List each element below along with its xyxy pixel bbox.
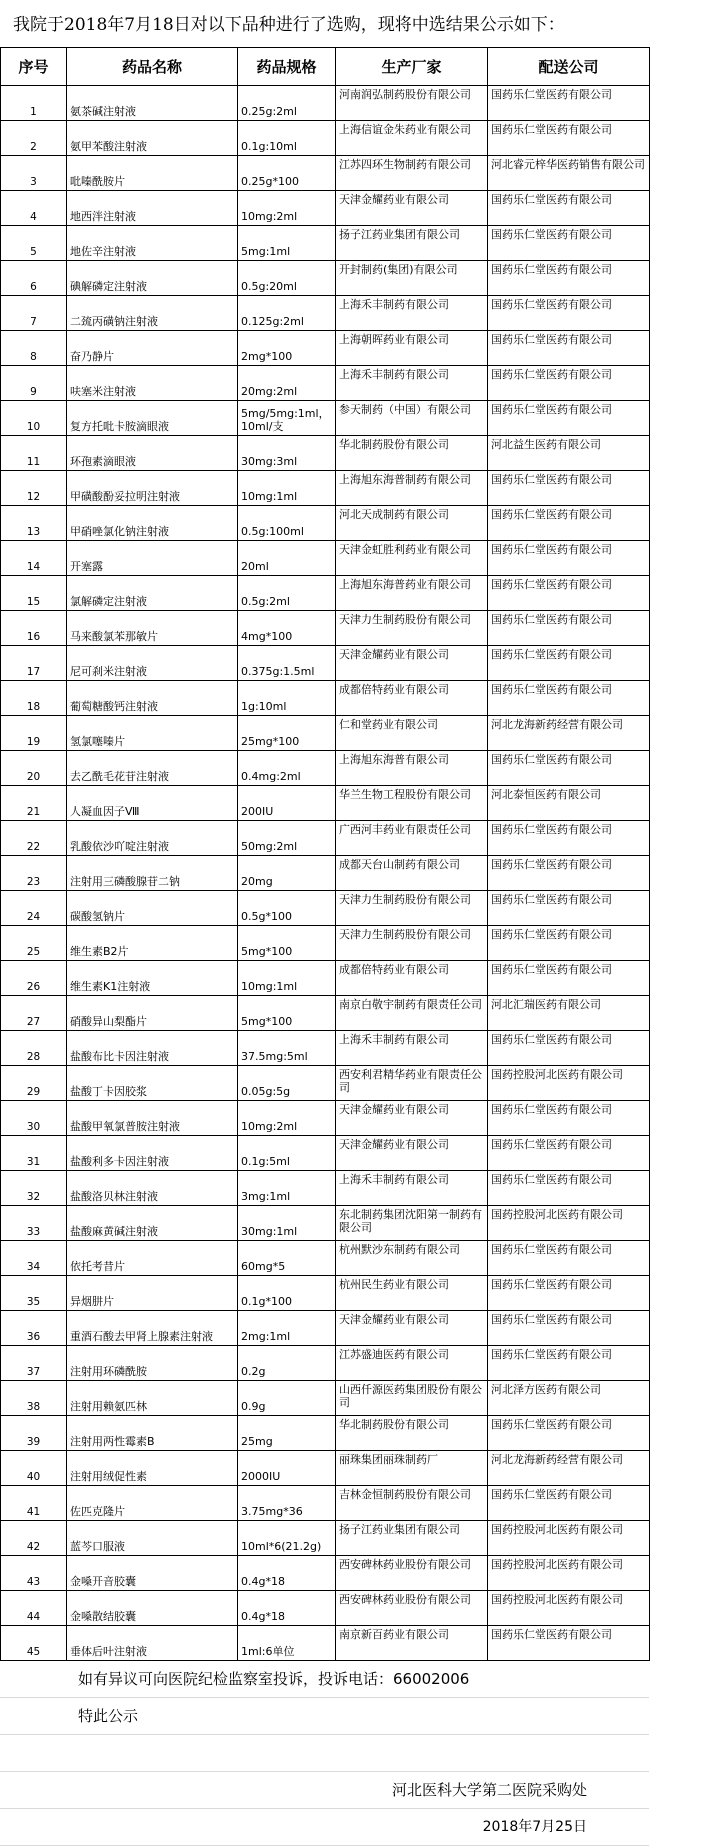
cell-drug-name: 地佐辛注射液 [67, 226, 238, 261]
cell-spec: 1g:10ml [238, 681, 336, 716]
cell-distributor: 河北泰恒医药有限公司 [488, 786, 650, 821]
cell-distributor: 国药乐仁堂医药有限公司 [488, 191, 650, 226]
table-row [1, 1136, 650, 1171]
cell-distributor: 国药乐仁堂医药有限公司 [488, 1626, 650, 1661]
table-row [1, 786, 650, 821]
cell-drug-name: 二巯丙磺钠注射液 [67, 296, 238, 331]
table-row [1, 436, 650, 471]
table-row [1, 1591, 650, 1626]
table-row [1, 1031, 650, 1066]
cell-manufacturer: 天津力生制药股份有限公司 [336, 611, 488, 646]
table-row [1, 996, 650, 1031]
cell-distributor: 国药乐仁堂医药有限公司 [488, 541, 650, 576]
cell-drug-name: 葡萄糖酸钙注射液 [67, 681, 238, 716]
cell-no: 19 [1, 716, 67, 751]
cell-distributor: 国药乐仁堂医药有限公司 [488, 1241, 650, 1276]
cell-no: 20 [1, 751, 67, 786]
blank-line [0, 1735, 649, 1772]
cell-distributor: 国药乐仁堂医药有限公司 [488, 961, 650, 996]
cell-no: 13 [1, 506, 67, 541]
cell-no: 14 [1, 541, 67, 576]
cell-manufacturer: 天津金虹胜利药业有限公司 [336, 541, 488, 576]
cell-distributor: 国药乐仁堂医药有限公司 [488, 891, 650, 926]
cell-manufacturer: 广西河丰药业有限责任公司 [336, 821, 488, 856]
cell-distributor: 国药控股河北医药有限公司 [488, 1591, 650, 1626]
cell-drug-name: 盐酸麻黄碱注射液 [67, 1206, 238, 1241]
cell-distributor: 国药乐仁堂医药有限公司 [488, 681, 650, 716]
cell-manufacturer: 扬子江药业集团有限公司 [336, 1521, 488, 1556]
cell-no: 45 [1, 1626, 67, 1661]
cell-distributor: 国药控股河北医药有限公司 [488, 1206, 650, 1241]
cell-no: 9 [1, 366, 67, 401]
table-row [1, 1101, 650, 1136]
cell-spec: 0.5g:2ml [238, 576, 336, 611]
cell-distributor: 国药乐仁堂医药有限公司 [488, 1101, 650, 1136]
cell-spec: 0.5g:100ml [238, 506, 336, 541]
cell-drug-name: 硝酸异山梨酯片 [67, 996, 238, 1031]
cell-drug-name: 盐酸甲氧氯普胺注射液 [67, 1101, 238, 1136]
announcement-title: 我院于2018年7月18日对以下品种进行了选购，现将中选结果公示如下： [13, 15, 565, 35]
cell-manufacturer: 丽珠集团丽珠制药厂 [336, 1451, 488, 1486]
cell-spec: 2mg*100 [238, 331, 336, 366]
complaint-line: 如有异议可向医院纪检监察室投诉，投诉电话：66002006 [0, 1661, 649, 1698]
cell-spec: 0.1g:5ml [238, 1136, 336, 1171]
cell-drug-name: 垂体后叶注射液 [67, 1626, 238, 1661]
cell-distributor: 国药乐仁堂医药有限公司 [488, 926, 650, 961]
cell-drug-name: 甲磺酸酚妥拉明注射液 [67, 471, 238, 506]
cell-drug-name: 呋塞米注射液 [67, 366, 238, 401]
cell-spec: 30mg:1ml [238, 1206, 336, 1241]
cell-spec: 0.05g:5g [238, 1066, 336, 1101]
cell-drug-name: 注射用环磷酰胺 [67, 1346, 238, 1381]
cell-spec: 3mg:1ml [238, 1171, 336, 1206]
cell-manufacturer: 南京白敬宇制药有限责任公司 [336, 996, 488, 1031]
cell-drug-name: 碳酸氢钠片 [67, 891, 238, 926]
table-row [1, 611, 650, 646]
table-row [1, 86, 650, 121]
cell-drug-name: 注射用三磷酸腺苷二钠 [67, 856, 238, 891]
column-header-distributor: 配送公司 [488, 48, 650, 86]
cell-drug-name: 盐酸利多卡因注射液 [67, 1136, 238, 1171]
cell-drug-name: 碘解磷定注射液 [67, 261, 238, 296]
cell-distributor: 河北益生医药有限公司 [488, 436, 650, 471]
cell-drug-name: 注射用赖氨匹林 [67, 1381, 238, 1416]
cell-spec: 25mg*100 [238, 716, 336, 751]
date-line: 2018年7月25日 [0, 1809, 649, 1846]
table-row [1, 646, 650, 681]
cell-manufacturer: 华北制药股份有限公司 [336, 1416, 488, 1451]
cell-spec: 0.4g*18 [238, 1591, 336, 1626]
table-body [1, 86, 650, 1661]
cell-manufacturer: 上海禾丰制药有限公司 [336, 1171, 488, 1206]
cell-spec: 10mg:2ml [238, 1101, 336, 1136]
cell-drug-name: 吡嗪酰胺片 [67, 156, 238, 191]
cell-manufacturer: 上海禾丰制药有限公司 [336, 296, 488, 331]
table-row [1, 366, 650, 401]
cell-no: 21 [1, 786, 67, 821]
cell-manufacturer: 吉林金恒制药股份有限公司 [336, 1486, 488, 1521]
cell-no: 6 [1, 261, 67, 296]
cell-spec: 0.4g*18 [238, 1556, 336, 1591]
cell-drug-name: 依托考昔片 [67, 1241, 238, 1276]
column-header-spec: 药品规格 [238, 48, 336, 86]
cell-no: 29 [1, 1066, 67, 1101]
cell-spec: 10mg:2ml [238, 191, 336, 226]
cell-distributor: 国药控股河北医药有限公司 [488, 1066, 650, 1101]
cell-distributor: 国药乐仁堂医药有限公司 [488, 506, 650, 541]
table-row [1, 1626, 650, 1661]
cell-manufacturer: 西安碑林药业股份有限公司 [336, 1591, 488, 1626]
column-header-no: 序号 [1, 48, 67, 86]
cell-distributor: 国药乐仁堂医药有限公司 [488, 1346, 650, 1381]
cell-manufacturer: 上海朝晖药业有限公司 [336, 331, 488, 366]
cell-no: 44 [1, 1591, 67, 1626]
cell-distributor: 国药乐仁堂医药有限公司 [488, 401, 650, 436]
cell-no: 5 [1, 226, 67, 261]
cell-distributor: 国药控股河北医药有限公司 [488, 1556, 650, 1591]
cell-drug-name: 佐匹克隆片 [67, 1486, 238, 1521]
cell-distributor: 国药乐仁堂医药有限公司 [488, 1311, 650, 1346]
cell-distributor: 国药控股河北医药有限公司 [488, 1521, 650, 1556]
table-row [1, 401, 650, 436]
cell-drug-name: 地西泮注射液 [67, 191, 238, 226]
table-row [1, 1171, 650, 1206]
cell-spec: 10mg:1ml [238, 961, 336, 996]
cell-manufacturer: 上海禾丰制药有限公司 [336, 366, 488, 401]
cell-no: 33 [1, 1206, 67, 1241]
procurement-results-table [0, 47, 650, 1661]
cell-no: 38 [1, 1381, 67, 1416]
cell-spec: 5mg:1ml [238, 226, 336, 261]
cell-no: 31 [1, 1136, 67, 1171]
cell-spec: 5mg*100 [238, 926, 336, 961]
cell-drug-name: 重酒石酸去甲肾上腺素注射液 [67, 1311, 238, 1346]
cell-spec: 3.75mg*36 [238, 1486, 336, 1521]
cell-spec: 20mg [238, 856, 336, 891]
column-header-manufacturer: 生产厂家 [336, 48, 488, 86]
cell-drug-name: 环孢素滴眼液 [67, 436, 238, 471]
cell-manufacturer: 仁和堂药业有限公司 [336, 716, 488, 751]
table-row [1, 156, 650, 191]
cell-no: 24 [1, 891, 67, 926]
cell-drug-name: 开塞露 [67, 541, 238, 576]
cell-no: 4 [1, 191, 67, 226]
cell-drug-name: 甲硝唑氯化钠注射液 [67, 506, 238, 541]
cell-no: 10 [1, 401, 67, 436]
cell-drug-name: 盐酸丁卡因胶浆 [67, 1066, 238, 1101]
cell-manufacturer: 成都倍特药业有限公司 [336, 961, 488, 996]
cell-spec: 200IU [238, 786, 336, 821]
cell-distributor: 国药乐仁堂医药有限公司 [488, 856, 650, 891]
cell-distributor: 国药乐仁堂医药有限公司 [488, 646, 650, 681]
table-row [1, 576, 650, 611]
cell-manufacturer: 天津金耀药业有限公司 [336, 1311, 488, 1346]
cell-drug-name: 氨甲苯酸注射液 [67, 121, 238, 156]
cell-manufacturer: 天津金耀药业有限公司 [336, 646, 488, 681]
cell-manufacturer: 开封制药(集团)有限公司 [336, 261, 488, 296]
cell-drug-name: 去乙酰毛花苷注射液 [67, 751, 238, 786]
cell-manufacturer: 上海旭东海普制药有限公司 [336, 471, 488, 506]
cell-distributor: 国药乐仁堂医药有限公司 [488, 1136, 650, 1171]
cell-spec: 37.5mg:5ml [238, 1031, 336, 1066]
cell-no: 12 [1, 471, 67, 506]
cell-drug-name: 注射用绒促性素 [67, 1451, 238, 1486]
cell-spec: 10mg:1ml [238, 471, 336, 506]
issuer-line: 河北医科大学第二医院采购处 [0, 1772, 649, 1809]
cell-manufacturer: 东北制药集团沈阳第一制药有限公司 [336, 1206, 488, 1241]
cell-drug-name: 氢氯噻嗪片 [67, 716, 238, 751]
cell-no: 28 [1, 1031, 67, 1066]
table-row [1, 226, 650, 261]
cell-spec: 0.375g:1.5ml [238, 646, 336, 681]
table-row [1, 891, 650, 926]
cell-spec: 0.2g [238, 1346, 336, 1381]
cell-no: 26 [1, 961, 67, 996]
table-row [1, 331, 650, 366]
cell-manufacturer: 上海旭东海普药业有限公司 [336, 576, 488, 611]
cell-no: 32 [1, 1171, 67, 1206]
table-row [1, 1206, 650, 1241]
cell-distributor: 国药乐仁堂医药有限公司 [488, 611, 650, 646]
cell-spec: 20mg:2ml [238, 366, 336, 401]
table-row [1, 1451, 650, 1486]
cell-spec: 0.5g*100 [238, 891, 336, 926]
cell-spec: 0.5g:20ml [238, 261, 336, 296]
cell-manufacturer: 山西仟源医药集团股份有限公司 [336, 1381, 488, 1416]
cell-manufacturer: 上海旭东海普有限公司 [336, 751, 488, 786]
table-row [1, 821, 650, 856]
cell-drug-name: 马来酸氯苯那敏片 [67, 611, 238, 646]
cell-distributor: 国药乐仁堂医药有限公司 [488, 1486, 650, 1521]
cell-manufacturer: 江苏盛迪医药有限公司 [336, 1346, 488, 1381]
cell-spec: 20ml [238, 541, 336, 576]
cell-manufacturer: 参天制药（中国）有限公司 [336, 401, 488, 436]
cell-drug-name: 注射用两性霉素B [67, 1416, 238, 1451]
cell-distributor: 国药乐仁堂医药有限公司 [488, 751, 650, 786]
table-row [1, 541, 650, 576]
cell-distributor: 河北龙海新药经营有限公司 [488, 716, 650, 751]
cell-manufacturer: 华兰生物工程股份有限公司 [336, 786, 488, 821]
cell-no: 39 [1, 1416, 67, 1451]
cell-distributor: 国药乐仁堂医药有限公司 [488, 1416, 650, 1451]
cell-manufacturer: 华北制药股份有限公司 [336, 436, 488, 471]
table-row [1, 471, 650, 506]
cell-spec: 1ml:6单位 [238, 1626, 336, 1661]
table-row [1, 191, 650, 226]
cell-no: 15 [1, 576, 67, 611]
table-row [1, 1381, 650, 1416]
cell-drug-name: 尼可刹米注射液 [67, 646, 238, 681]
cell-drug-name: 金嗓开音胶囊 [67, 1556, 238, 1591]
cell-no: 7 [1, 296, 67, 331]
cell-drug-name: 维生素B2片 [67, 926, 238, 961]
cell-no: 27 [1, 996, 67, 1031]
cell-no: 8 [1, 331, 67, 366]
cell-distributor: 河北泽方医药有限公司 [488, 1381, 650, 1416]
table-row [1, 1276, 650, 1311]
cell-distributor: 国药乐仁堂医药有限公司 [488, 366, 650, 401]
cell-spec: 5mg*100 [238, 996, 336, 1031]
table-row [1, 926, 650, 961]
table-row [1, 751, 650, 786]
cell-manufacturer: 天津金耀药业有限公司 [336, 1101, 488, 1136]
cell-drug-name: 氨茶碱注射液 [67, 86, 238, 121]
cell-distributor: 国药乐仁堂医药有限公司 [488, 471, 650, 506]
cell-spec: 10ml*6(21.2g) [238, 1521, 336, 1556]
cell-manufacturer: 天津金耀药业有限公司 [336, 191, 488, 226]
table-row [1, 121, 650, 156]
cell-distributor: 国药乐仁堂医药有限公司 [488, 576, 650, 611]
cell-manufacturer: 天津金耀药业有限公司 [336, 1136, 488, 1171]
cell-no: 41 [1, 1486, 67, 1521]
table-row [1, 1311, 650, 1346]
cell-spec: 0.125g:2ml [238, 296, 336, 331]
cell-drug-name: 维生素K1注射液 [67, 961, 238, 996]
cell-distributor: 河北龙海新药经营有限公司 [488, 1451, 650, 1486]
cell-no: 11 [1, 436, 67, 471]
cell-spec: 0.1g*100 [238, 1276, 336, 1311]
cell-manufacturer: 南京新百药业有限公司 [336, 1626, 488, 1661]
cell-no: 16 [1, 611, 67, 646]
table-row [1, 681, 650, 716]
cell-no: 34 [1, 1241, 67, 1276]
cell-spec: 2mg:1ml [238, 1311, 336, 1346]
table-row [1, 1416, 650, 1451]
cell-spec: 0.4mg:2ml [238, 751, 336, 786]
cell-distributor: 国药乐仁堂医药有限公司 [488, 121, 650, 156]
cell-spec: 50mg:2ml [238, 821, 336, 856]
cell-manufacturer: 江苏四环生物制药有限公司 [336, 156, 488, 191]
table-row [1, 1521, 650, 1556]
cell-drug-name: 氯解磷定注射液 [67, 576, 238, 611]
cell-manufacturer: 西安利君精华药业有限责任公司 [336, 1066, 488, 1101]
cell-spec: 60mg*5 [238, 1241, 336, 1276]
cell-no: 17 [1, 646, 67, 681]
cell-distributor: 国药乐仁堂医药有限公司 [488, 1171, 650, 1206]
cell-no: 30 [1, 1101, 67, 1136]
cell-manufacturer: 成都倍特药业有限公司 [336, 681, 488, 716]
cell-drug-name: 金嗓散结胶囊 [67, 1591, 238, 1626]
cell-drug-name: 蓝芩口服液 [67, 1521, 238, 1556]
cell-distributor: 国药乐仁堂医药有限公司 [488, 261, 650, 296]
cell-manufacturer: 杭州默沙东制药有限公司 [336, 1241, 488, 1276]
table-row [1, 506, 650, 541]
cell-distributor: 国药乐仁堂医药有限公司 [488, 226, 650, 261]
cell-no: 35 [1, 1276, 67, 1311]
table-row [1, 296, 650, 331]
cell-no: 25 [1, 926, 67, 961]
cell-spec: 0.1g:10ml [238, 121, 336, 156]
cell-no: 2 [1, 121, 67, 156]
cell-drug-name: 复方托吡卡胺滴眼液 [67, 401, 238, 436]
table-row [1, 1241, 650, 1276]
cell-drug-name: 盐酸洛贝林注射液 [67, 1171, 238, 1206]
cell-no: 3 [1, 156, 67, 191]
cell-manufacturer: 天津力生制药股份有限公司 [336, 891, 488, 926]
cell-distributor: 国药乐仁堂医药有限公司 [488, 296, 650, 331]
cell-manufacturer: 杭州民生药业有限公司 [336, 1276, 488, 1311]
cell-no: 40 [1, 1451, 67, 1486]
cell-drug-name: 异烟肼片 [67, 1276, 238, 1311]
cell-manufacturer: 扬子江药业集团有限公司 [336, 226, 488, 261]
cell-no: 42 [1, 1521, 67, 1556]
notice-line: 特此公示 [0, 1698, 649, 1735]
cell-distributor: 国药乐仁堂医药有限公司 [488, 821, 650, 856]
cell-drug-name: 乳酸依沙吖啶注射液 [67, 821, 238, 856]
cell-no: 43 [1, 1556, 67, 1591]
cell-no: 22 [1, 821, 67, 856]
cell-manufacturer: 上海禾丰制药有限公司 [336, 1031, 488, 1066]
cell-manufacturer: 河南润弘制药股份有限公司 [336, 86, 488, 121]
cell-drug-name: 人凝血因子Ⅷ [67, 786, 238, 821]
cell-distributor: 河北汇瑞医药有限公司 [488, 996, 650, 1031]
cell-spec: 4mg*100 [238, 611, 336, 646]
cell-spec: 30mg:3ml [238, 436, 336, 471]
cell-no: 18 [1, 681, 67, 716]
cell-distributor: 国药乐仁堂医药有限公司 [488, 1031, 650, 1066]
cell-manufacturer: 成都天台山制药有限公司 [336, 856, 488, 891]
cell-manufacturer: 天津力生制药股份有限公司 [336, 926, 488, 961]
cell-distributor: 国药乐仁堂医药有限公司 [488, 331, 650, 366]
cell-distributor: 国药乐仁堂医药有限公司 [488, 1276, 650, 1311]
cell-distributor: 河北睿元梓华医药销售有限公司 [488, 156, 650, 191]
table-row [1, 1486, 650, 1521]
cell-drug-name: 盐酸布比卡因注射液 [67, 1031, 238, 1066]
table-row [1, 716, 650, 751]
cell-spec: 5mg/5mg:1ml，10ml/支 [238, 401, 336, 436]
cell-manufacturer: 上海信谊金朱药业有限公司 [336, 121, 488, 156]
table-header-row [1, 48, 650, 86]
table-row [1, 856, 650, 891]
table-row [1, 961, 650, 996]
cell-distributor: 国药乐仁堂医药有限公司 [488, 86, 650, 121]
announcement-footer [0, 1661, 649, 1846]
table-row [1, 1066, 650, 1101]
cell-spec: 0.25g:2ml [238, 86, 336, 121]
table-row [1, 261, 650, 296]
table-row [1, 1346, 650, 1381]
cell-no: 1 [1, 86, 67, 121]
cell-spec: 0.9g [238, 1381, 336, 1416]
cell-no: 23 [1, 856, 67, 891]
column-header-drug-name: 药品名称 [67, 48, 238, 86]
cell-spec: 0.25g*100 [238, 156, 336, 191]
cell-spec: 2000IU [238, 1451, 336, 1486]
cell-no: 36 [1, 1311, 67, 1346]
cell-no: 37 [1, 1346, 67, 1381]
cell-manufacturer: 西安碑林药业股份有限公司 [336, 1556, 488, 1591]
table-row [1, 1556, 650, 1591]
cell-drug-name: 奋乃静片 [67, 331, 238, 366]
cell-spec: 25mg [238, 1416, 336, 1451]
cell-manufacturer: 河北天成制药有限公司 [336, 506, 488, 541]
